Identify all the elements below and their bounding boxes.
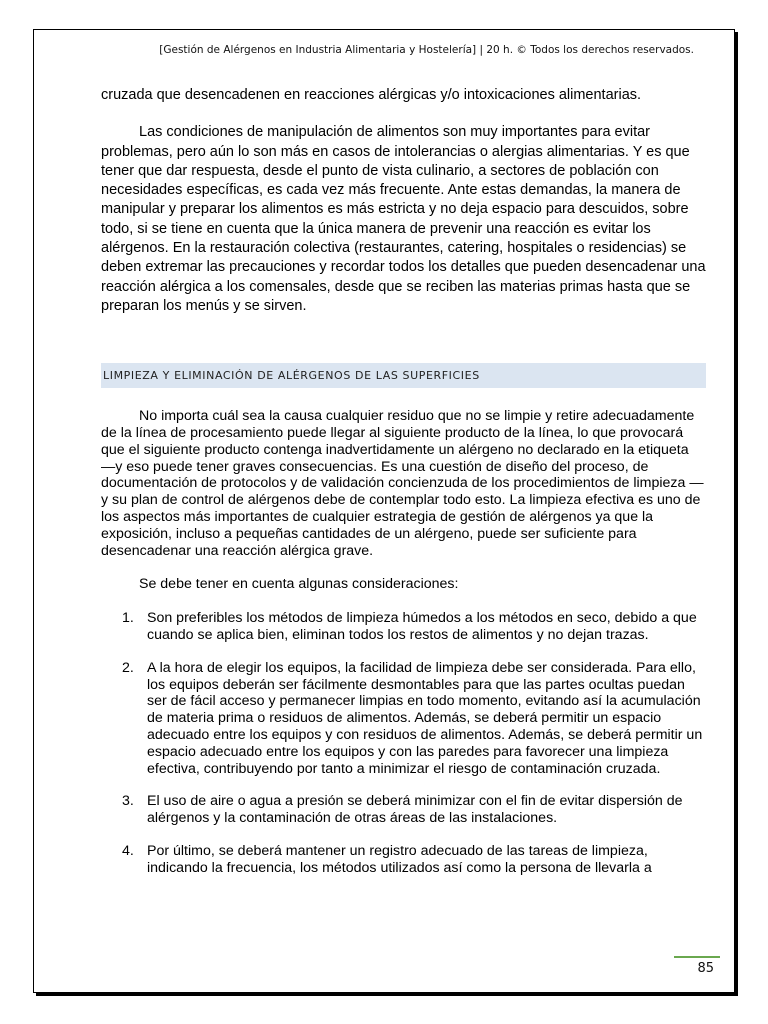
- section-heading: LIMPIEZA Y ELIMINACIÓN DE ALÉRGENOS DE LAS SUPERFICIES: [101, 363, 706, 388]
- page-content: [101, 86, 706, 893]
- list-item-number: 4.: [122, 843, 134, 859]
- page-header: [Gestión de Alérgenos en Industria Alimentaria y Hostelería] | 20 h. © Todos los derechos reservados.: [159, 44, 694, 56]
- paragraph-manipulation: Las condiciones de manipulación de alimentos son muy importantes para evitar problemas, pero aún lo son más en casos de intolerancias o alergias alimentarias. Y es que tener que dar respuesta, desde el punto de vista culinario, a sectores de población con necesidades específicas, es cada vez más frecuente. Ante estas demandas, la manera de manipular y preparar los alimentos es más estricta y no deja espacio para descuidos, sobre todo, si se tiene en cuenta que la única manera de prevenir una reacción es evitar los alérgenos. En la restauración colectiva (restaurantes, catering, hospitales o residencias) se deben extremar las precauciones y recordar todos los detalles que pueden desencadenar una reacción alérgica a los comensales, desde que se reciben las materias primas hasta que se preparan los menús y se sirven.: [101, 124, 706, 314]
- list-item: [101, 793, 706, 827]
- considerations-list: [101, 610, 706, 876]
- list-item-number: 2.: [122, 659, 134, 676]
- paragraph-considerations-intro: Se debe tener en cuenta algunas consideraciones:: [139, 576, 459, 593]
- page-number: 85: [697, 961, 714, 976]
- list-item-text: Por último, se deberá mantener un registro adecuado de las tareas de limpieza, indicando la frecuencia, los métodos utilizados así como la persona de llevarla a: [147, 843, 652, 876]
- list-item-text: Son preferibles los métodos de limpieza húmedos a los métodos en seco, debido a que cuando se aplica bien, eliminan todos los restos de alimentos y no dejan trazas.: [147, 610, 697, 644]
- footer-divider: [674, 956, 720, 958]
- list-item-number: 3.: [122, 793, 134, 810]
- document-page: [33, 29, 735, 993]
- paragraph-cleaning: No importa cuál sea la causa cualquier residuo que no se limpie y retire adecuadamente de la línea de procesamiento puede llegar al siguiente producto de la línea, lo que provocará que el siguiente producto contenga inadvertidamente un alérgeno no declarado en la etiqueta —y eso puede tener graves consecuencias. Es una cuestión de diseño del proceso, de documentación de protocolos y de validación concienzuda de los procedimientos de limpieza — y su plan de control de alérgenos debe de contemplar todo esto. La limpieza efectiva es uno de los aspectos más importantes de cualquier estrategia de gestión de alérgenos ya que la exposición, incluso a pequeñas cantidades de un alérgeno, puede ser suficiente para desencadenar una reacción alérgica grave.: [101, 408, 704, 559]
- list-item-text: A la hora de elegir los equipos, la facilidad de limpieza debe ser considerada. Para ello, los equipos deberán ser fácilmente desmontables para que las partes ocultas puedan ser de fácil acceso y permanecer limpias en todo momento, evitando así la acumulación de materia prima o residuos de alimentos. Además, se deberá permitir un espacio adecuado entre los equipos y con residuos de alimentos. Además, se deberá permitir un espacio adecuado entre los equipos y con las paredes para favorecer una limpieza efectiva, contribuyendo por tanto a minimizar el riesgo de contaminación cruzada.: [147, 659, 703, 777]
- list-item: [101, 610, 706, 644]
- list-item: [101, 660, 706, 778]
- list-item: [101, 843, 706, 877]
- list-item-number: 1.: [122, 610, 134, 627]
- list-item-text: El uso de aire o agua a presión se deberá minimizar con el fin de evitar dispersión de alérgenos y la contaminación de otras áreas de las instalaciones.: [147, 793, 683, 827]
- paragraph-continuation: cruzada que desencadenen en reacciones alérgicas y/o intoxicaciones alimentarias.: [101, 87, 642, 103]
